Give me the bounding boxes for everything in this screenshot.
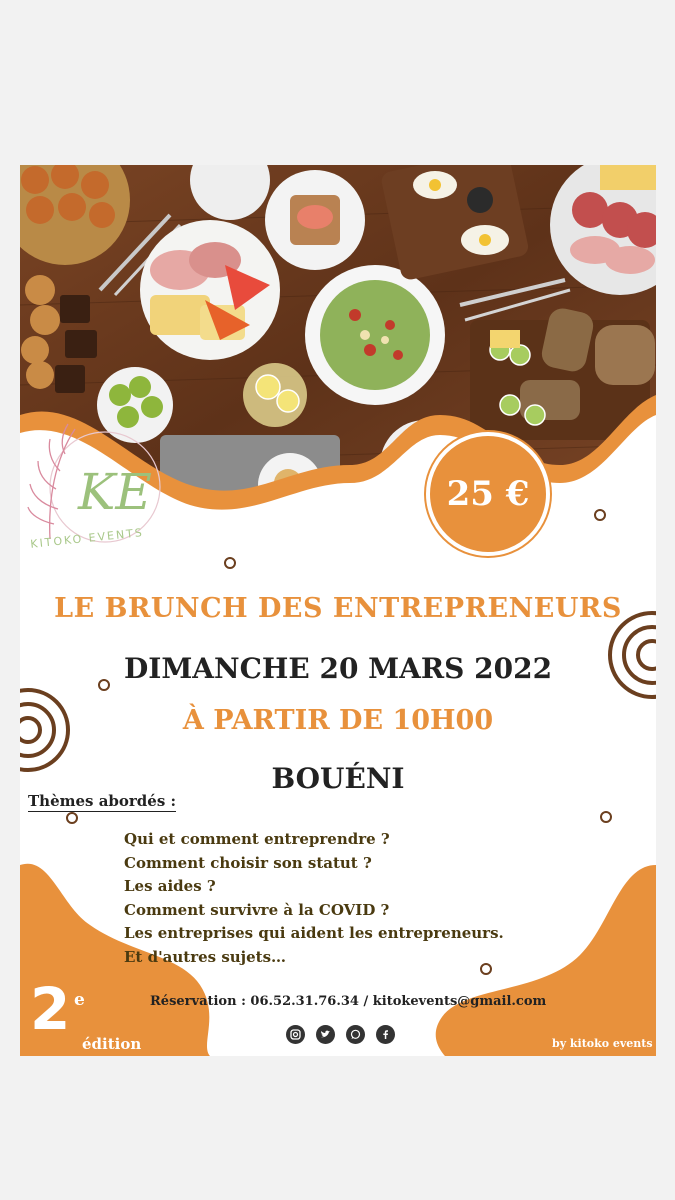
theme-item: Les aides ? [124, 877, 216, 895]
theme-item: Et d'autres sujets… [124, 947, 287, 966]
edition-number: 2 [30, 975, 71, 1043]
theme-item: Les entreprises qui aident les entrepreneurs. [124, 924, 504, 942]
twitter-icon[interactable] [316, 1025, 335, 1044]
social-icons [286, 1025, 395, 1044]
theme-item: Comment survivre à la COVID ? [124, 900, 390, 919]
themes-list [124, 828, 504, 969]
price-badge [426, 432, 550, 556]
logo-brand-text: KITOKO EVENTS [29, 525, 145, 551]
event-poster [20, 165, 656, 1056]
facebook-icon[interactable] [376, 1025, 395, 1044]
themes-heading: Thèmes abordés : [28, 792, 177, 810]
whatsapp-icon[interactable] [346, 1025, 365, 1044]
theme-item: Comment choisir son statut ? [124, 853, 372, 872]
event-time: À PARTIR DE 10H00 [182, 705, 494, 736]
instagram-icon[interactable] [286, 1025, 305, 1044]
reservation-contact: Réservation : 06.52.31.76.34 / kitokevents@gmail.com [150, 994, 547, 1009]
edition-label: édition [82, 1035, 142, 1053]
event-title: LE BRUNCH DES ENTREPRENEURS [54, 593, 622, 624]
logo-monogram: KE [78, 463, 152, 521]
theme-item: Qui et comment entreprendre ? [124, 830, 390, 848]
credit-text: by kitoko events [552, 1037, 653, 1050]
event-place: BOUÉNI [271, 762, 405, 795]
price-value: 25 € [446, 474, 530, 514]
edition-suffix: e [74, 990, 85, 1010]
event-date: DIMANCHE 20 MARS 2022 [123, 652, 553, 685]
